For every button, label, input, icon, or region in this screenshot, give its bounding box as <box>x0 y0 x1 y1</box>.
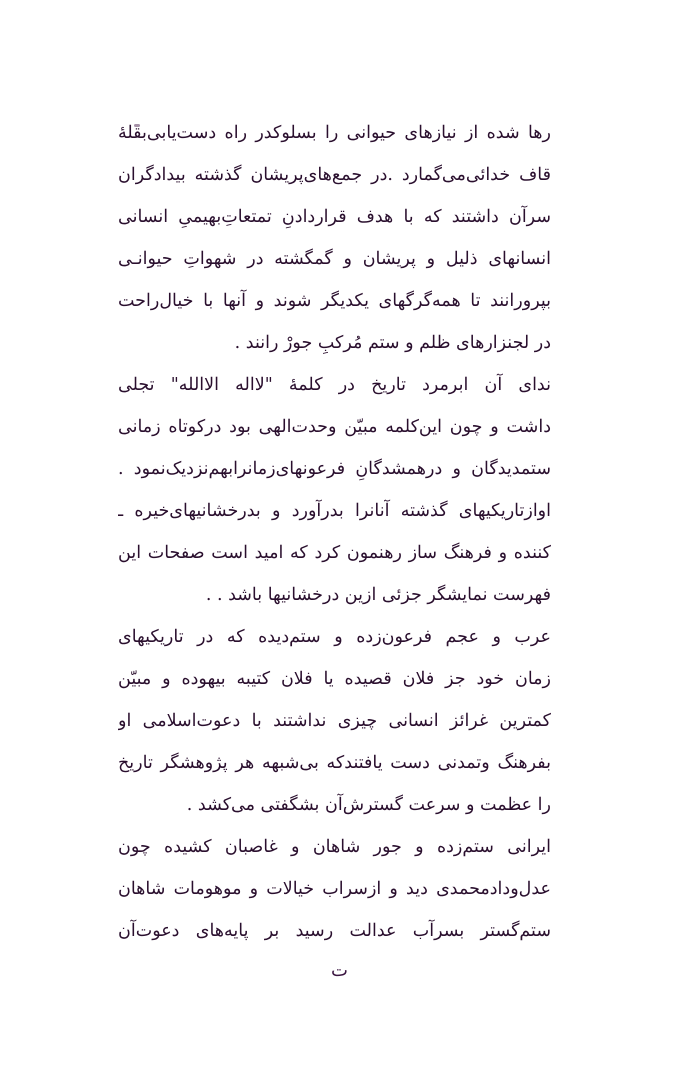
page-number: ت <box>331 960 348 981</box>
text-line: کمترین غرائز انسانی چیزی نداشتند با دعوت‌اسلامی او <box>118 711 551 731</box>
text-line: عدل‌ودادمحمدی دید و ازسراب خیالات و موهومات شاهان <box>118 879 551 899</box>
text-line: ندای آن ابرمرد تاریخ در کلمهٔ "لااله الاالله" تجلی <box>118 375 551 395</box>
text-line: فهرست نمایشگر جزئی ازین درخشانیها باشد . . <box>205 585 551 605</box>
body-text <box>118 112 551 952</box>
text-line: را عظمت و سرعت گسترش‌آن بشگفتی می‌کشد . <box>186 795 551 815</box>
paragraph-4 <box>118 826 551 952</box>
paragraph-3 <box>118 616 551 826</box>
text-line: قاف خدائی‌می‌گمارد .در جمع‌های‌پریشان گذشته بیدادگران <box>118 165 551 185</box>
paragraph-2 <box>118 364 551 616</box>
text-line: داشت و چون این‌کلمه مبیّن وحدت‌الهی بود درکوتاه زمانی <box>118 417 551 437</box>
text-line: رها شده از نیازهای حیوانی را بسلوکدر راه دست‌یابی‌بقلهٔ <box>118 123 551 143</box>
text-line: سرآن داشتند که با هدف قراردادنِ تمتعاتِ‌بهیمیِ انسانی <box>118 207 551 227</box>
text-line: انسانهای ذلیل و پریشان و گمگشته در شهواتِ حیوانـی <box>118 249 551 269</box>
text-line: ستم‌گستر بسرآب عدالت رسید بر پایه‌های دعوت‌آن <box>118 921 551 941</box>
text-line: کننده و فرهنگ ساز رهنمون کرد که امید است صفحات این <box>118 543 551 563</box>
text-line: زمان خود جز فلان قصیده یا فلان کتیبه بیهوده و مبیّن <box>118 669 551 689</box>
text-line: بفرهنگ وتمدنی دست یافتندکه بی‌شبهه هر پژوهشگر تاریخ <box>118 753 551 773</box>
text-line: اوازتاریکیهای گذشته آنانرا بدرآورد و بدرخشانیهای‌خیره ـ <box>118 501 551 521</box>
text-line: ایرانی ستم‌زده و جور شاهان و غاصبان کشیده چون <box>118 837 551 857</box>
text-line: عرب و عجم فرعون‌زده و ستم‌دیده که در تاریکیهای <box>118 627 551 647</box>
paragraph-1 <box>118 112 551 364</box>
text-line: ستمدیدگان و درهمشدگانِ فرعونهای‌زمانرابهم‌نزدیک‌نمود . <box>118 459 551 479</box>
text-line: بپرورانند تا همه‌گرگهای یکدیگر شوند و آنها با خیال‌راحت <box>118 291 551 311</box>
text-line: در لجنزارهای ظلم و ستم مُرکبِ جورْ رانند . <box>234 333 551 353</box>
